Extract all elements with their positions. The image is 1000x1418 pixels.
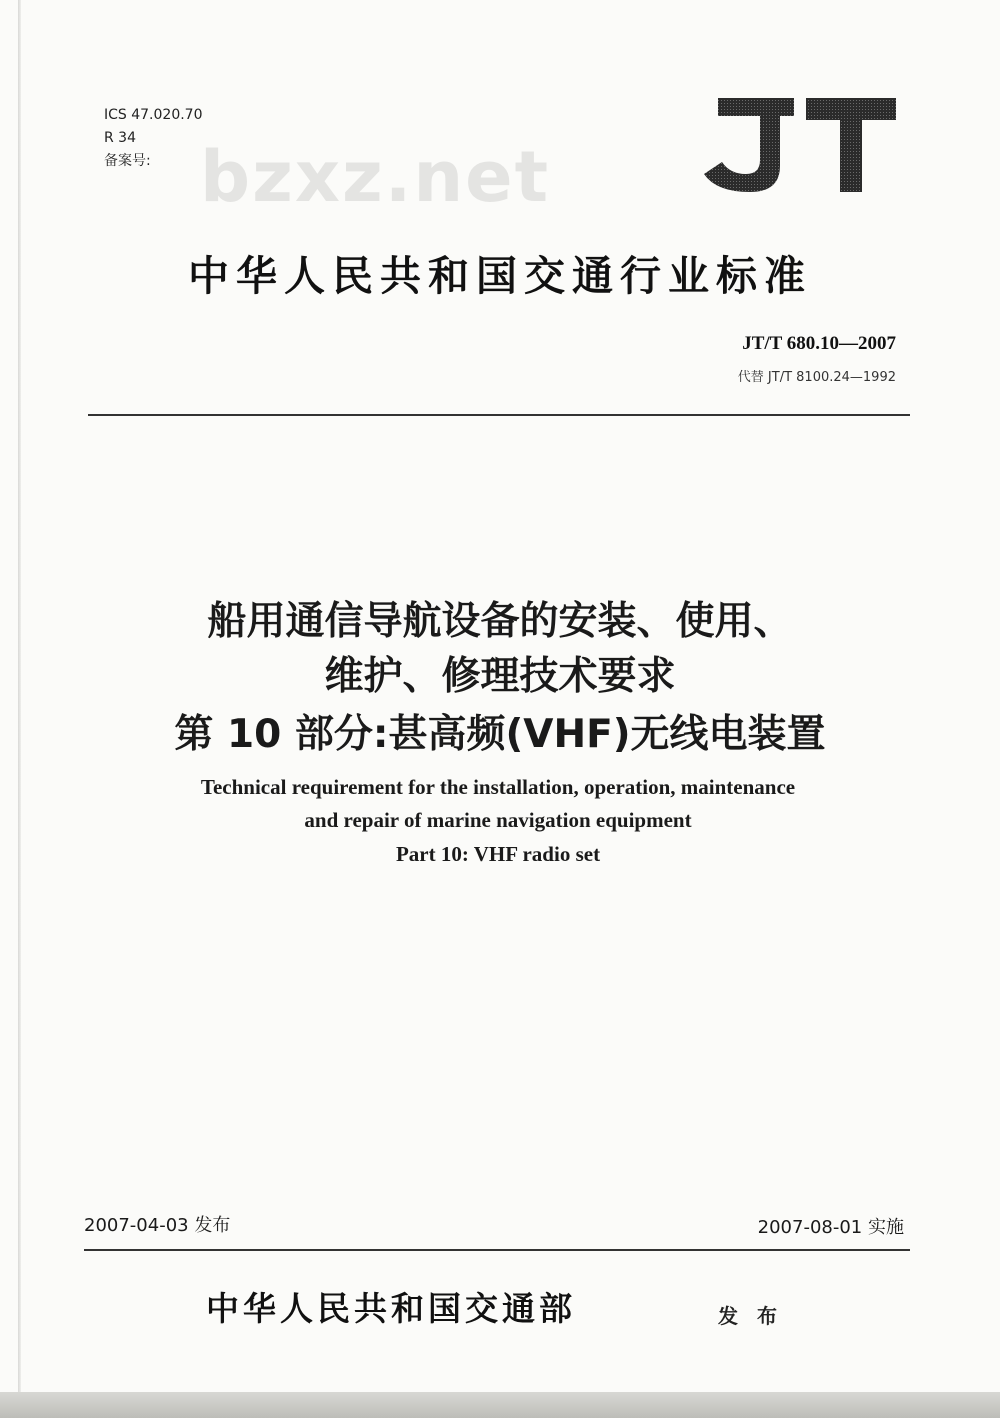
- classification-block: [104, 104, 203, 173]
- standard-code: JT/T 680.10—2007: [742, 333, 896, 354]
- english-title-line-2: and repair of marine navigation equipment: [304, 808, 692, 832]
- publish-date: 2007-04-03 发布: [84, 1215, 231, 1236]
- chinese-title-line-1: 船用通信导航设备的安装、使用、: [207, 599, 793, 644]
- issuing-authority: 中华人民共和国交通部: [206, 1289, 576, 1328]
- record-number-label: 备案号:: [104, 153, 151, 169]
- implement-date: 2007-08-01 实施: [757, 1217, 904, 1238]
- industry-standard-title: 中华人民共和国交通行业标准: [188, 252, 812, 300]
- replaces-standard: 代替 JT/T 8100.24—1992: [737, 370, 896, 385]
- ics-code: ICS 47.020.70: [104, 107, 203, 123]
- ccs-code: R 34: [104, 130, 136, 146]
- chinese-title-line-3: 第 10 部分:甚高频(VHF)无线电装置: [174, 712, 826, 757]
- scan-bottom-edge: [0, 1392, 1000, 1418]
- header-divider: [88, 414, 910, 416]
- english-title-line-1: Technical requirement for the installation, operation, maintenance: [200, 775, 796, 799]
- footer-divider: [84, 1249, 910, 1251]
- chinese-title-line-2: 维护、修理技术要求: [324, 654, 676, 699]
- jt-logo: [702, 96, 898, 194]
- english-title-line-3: Part 10: VHF radio set: [395, 842, 601, 866]
- issue-label: 发 布: [718, 1304, 783, 1328]
- watermark: bzxz.net: [200, 136, 551, 218]
